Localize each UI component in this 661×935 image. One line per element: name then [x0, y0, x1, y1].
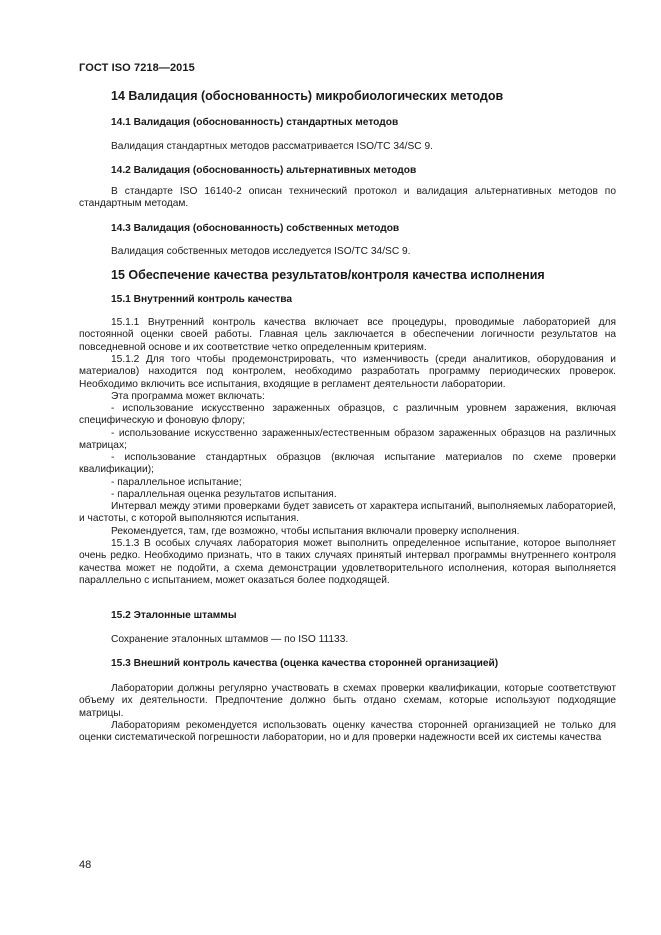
section-14-1-heading: 14.1 Валидация (обоснованность) стандартных методов: [111, 117, 399, 128]
paragraph-15-1-2: 15.1.2 Для того чтобы продемонстрировать, что изменчивость (среди аналитиков, оборудования и материалов) находится под контролем, необходимо разработать программу периодических проверок. Необходимо включить все испытания, входящие в регламент деятельности лаборатории.: [79, 354, 616, 390]
paragraph-15-1-1: 15.1.1 Внутренний контроль качества включает все процедуры, проводимые лабораторией для постоянной оценки своей работы. Главная цель заключается в обеспечении логичности результатов на повседневной основе и их соответствие четко определенным критериям.: [79, 317, 616, 353]
list-item-4: - параллельное испытание;: [111, 477, 242, 488]
section-15-2-text: Сохранение эталонных штаммов — по ISO 11133.: [111, 634, 349, 645]
document-header: ГОСТ ISO 7218—2015: [79, 62, 195, 74]
section-15-heading: 15 Обеспечение качества результатов/контроля качества исполнения: [111, 268, 545, 282]
section-15-3-heading: 15.3 Внешний контроль качества (оценка качества сторонней организацией): [111, 658, 499, 669]
page-number: 48: [79, 859, 92, 871]
list-item-3: - использование стандартных образцов (включая испытание материалов по схеме проверки квалификации);: [79, 452, 616, 476]
section-14-3-text: Валидация собственных методов исследуется ISO/TC 34/SC 9.: [111, 246, 411, 257]
section-14-heading: 14 Валидация (обоснованность) микробиологических методов: [111, 89, 504, 103]
section-14-3-heading: 14.3 Валидация (обоснованность) собственных методов: [111, 223, 400, 234]
list-item-5: - параллельная оценка результатов испытания.: [111, 489, 337, 500]
section-15-1-heading: 15.1 Внутренний контроль качества: [111, 294, 292, 305]
section-15-2-heading: 15.2 Эталонные штаммы: [111, 610, 237, 621]
section-14-2-text: В стандарте ISO 16140-2 описан технический протокол и валидация альтернативных методов по стандартным методам.: [79, 186, 616, 210]
list-item-1: - использование искусственно зараженных образцов, с различным уровнем заражения, включая специфическую и фоновую флору;: [79, 403, 616, 427]
section-14-2-heading: 14.2 Валидация (обоснованность) альтернативных методов: [111, 165, 417, 176]
section-14-1-text: Валидация стандартных методов рассматривается ISO/TC 34/SC 9.: [111, 141, 433, 152]
paragraph-interval: Интервал между этими проверками будет зависеть от характера испытаний, выполняемых лабораторией, и частоты, с которой выполняются испытания.: [79, 501, 616, 525]
paragraph-laboratories-1: Лаборатории должны регулярно участвовать в схемах проверки квалификации, которые соответствуют объему их деятельности. Предпочтение должно быть отдано схемам, которые используют подходящие матрицы.: [79, 683, 616, 719]
paragraph-program: Эта программа может включать:: [111, 391, 265, 402]
paragraph-15-1-3: 15.1.3 В особых случаях лаборатория может выполнить определенное испытание, которое выполняет очень редко. Необходимо признать, что в таких случаях принятый интервал программы внутреннего контроля качества может не подойти, а схема демонстрации удовлетворительного исполнения, которая выполняется параллельно с испытанием, может оказаться более подходящей.: [79, 538, 616, 586]
paragraph-laboratories-2: Лабораториям рекомендуется использовать оценку качества сторонней организацией не только для оценки систематической погрешности лаборатории, но и для проверки надежности всей их системы качества: [79, 720, 616, 744]
list-item-2: - использование искусственно зараженных/естественным образом зараженных образцов на различных матрицах;: [79, 428, 616, 452]
paragraph-recommend: Рекомендуется, там, где возможно, чтобы испытания включали проверку исполнения.: [111, 526, 520, 537]
